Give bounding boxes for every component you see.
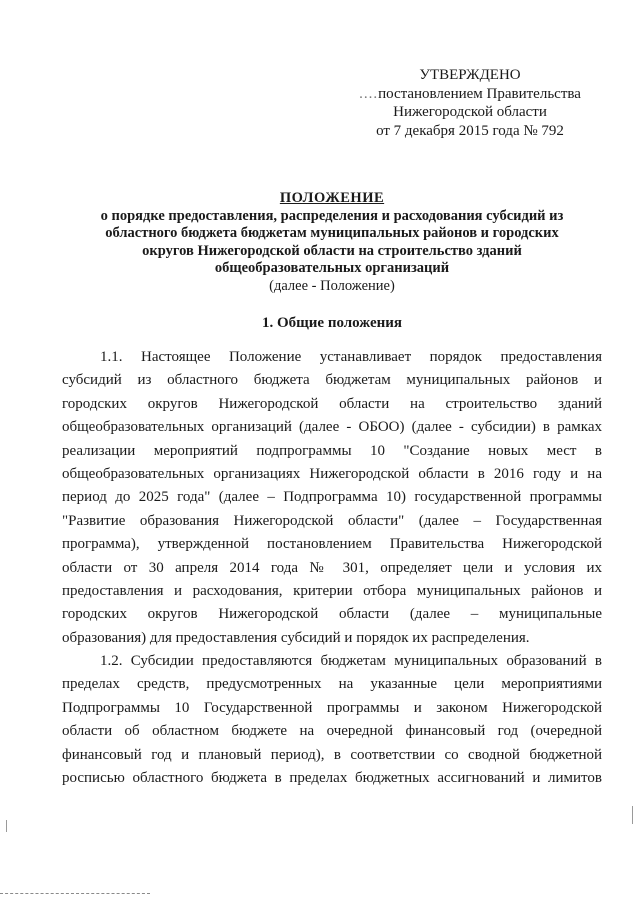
document-subtitle-line-1: о порядке предоставления, распределения и расходования субсидий из [100, 207, 564, 224]
paragraph-line: городских округов Нижегородской области на строительство зданий [62, 395, 602, 412]
footer-rule [0, 893, 150, 894]
paragraph-line: общеобразовательных организаций (далее - ОБОО) (далее - субсидии) в рамках [62, 419, 602, 436]
approval-block [340, 66, 600, 140]
paragraph-1-1 [62, 346, 602, 650]
paragraph-line: реализации мероприятий подпрограммы 10 "Создание новых мест в [62, 442, 602, 459]
paragraph-line: городских округов Нижегородской области (далее – муниципальные [62, 606, 602, 623]
approval-decree-text: постановлением Правительства [378, 85, 581, 102]
paragraph-line: финансовый год и плановый период), в соответствии со сводной бюджетной [62, 746, 602, 763]
paragraph-line: программа), утвержденной постановлением Правительства Нижегородской [62, 536, 602, 553]
document-subtitle-line-3: округов Нижегородской области на строительство зданий [142, 242, 522, 259]
paragraph-line: области об областном бюджете на очередной финансовый год (очередной [62, 723, 602, 740]
document-body [62, 346, 602, 790]
scan-margin-mark [632, 806, 633, 824]
paragraph-line: "Развитие образования Нижегородской области" (далее – Государственная [62, 512, 602, 529]
paragraph-line: образования) для предоставления субсидий и порядок их распределения. [62, 629, 530, 646]
document-subtitle-line-2: областного бюджета бюджетам муниципальных районов и городских [105, 225, 559, 241]
approval-date-number: от 7 декабря 2015 года № 792 [376, 122, 564, 139]
paragraph-line: росписью областного бюджета в пределах бюджетных ассигнований и лимитов [62, 770, 602, 787]
document-title: ПОЛОЖЕНИЕ [279, 190, 385, 206]
approval-region: Нижегородской области [393, 104, 547, 120]
paragraph-line: Подпрограммы 10 Государственной программы и законом Нижегородской [62, 699, 602, 716]
paragraph-line: области от 30 апреля 2014 года № 301, определяет цели и условия их [62, 559, 602, 576]
paragraph-line: период до 2025 года" (далее – Подпрограмма 10) государственной программы [62, 489, 602, 506]
document-subtitle-line-4: общеобразовательных организаций [214, 260, 450, 276]
section-heading: 1. Общие положения [261, 315, 403, 331]
document-subtitle-abbreviation: (далее - Положение) [269, 277, 395, 294]
paragraph-line: пределах средств, предусмотренных на указанные цели мероприятиями [62, 676, 602, 693]
scan-margin-mark [6, 820, 7, 832]
document-title-block [62, 190, 602, 295]
paragraph-line: субсидий из областного бюджета бюджетам муниципальных районов и [62, 372, 602, 389]
paragraph-line: предоставления и расходования, критерии отбора муниципальных районов и [62, 582, 602, 599]
paragraph-line: общеобразовательных организациях Нижегородской области в 2016 году и на [62, 465, 602, 482]
approval-title: УТВЕРЖДЕНО [419, 67, 521, 83]
approval-decree-line [340, 85, 600, 104]
paragraph-line: 1.2. Субсидии предоставляются бюджетам муниципальных образований в [100, 653, 602, 670]
paragraph-line: 1.1. Настоящее Положение устанавливает порядок предоставления [100, 349, 602, 365]
paragraph-1-2 [62, 650, 602, 790]
approval-dots: .... [359, 85, 379, 102]
